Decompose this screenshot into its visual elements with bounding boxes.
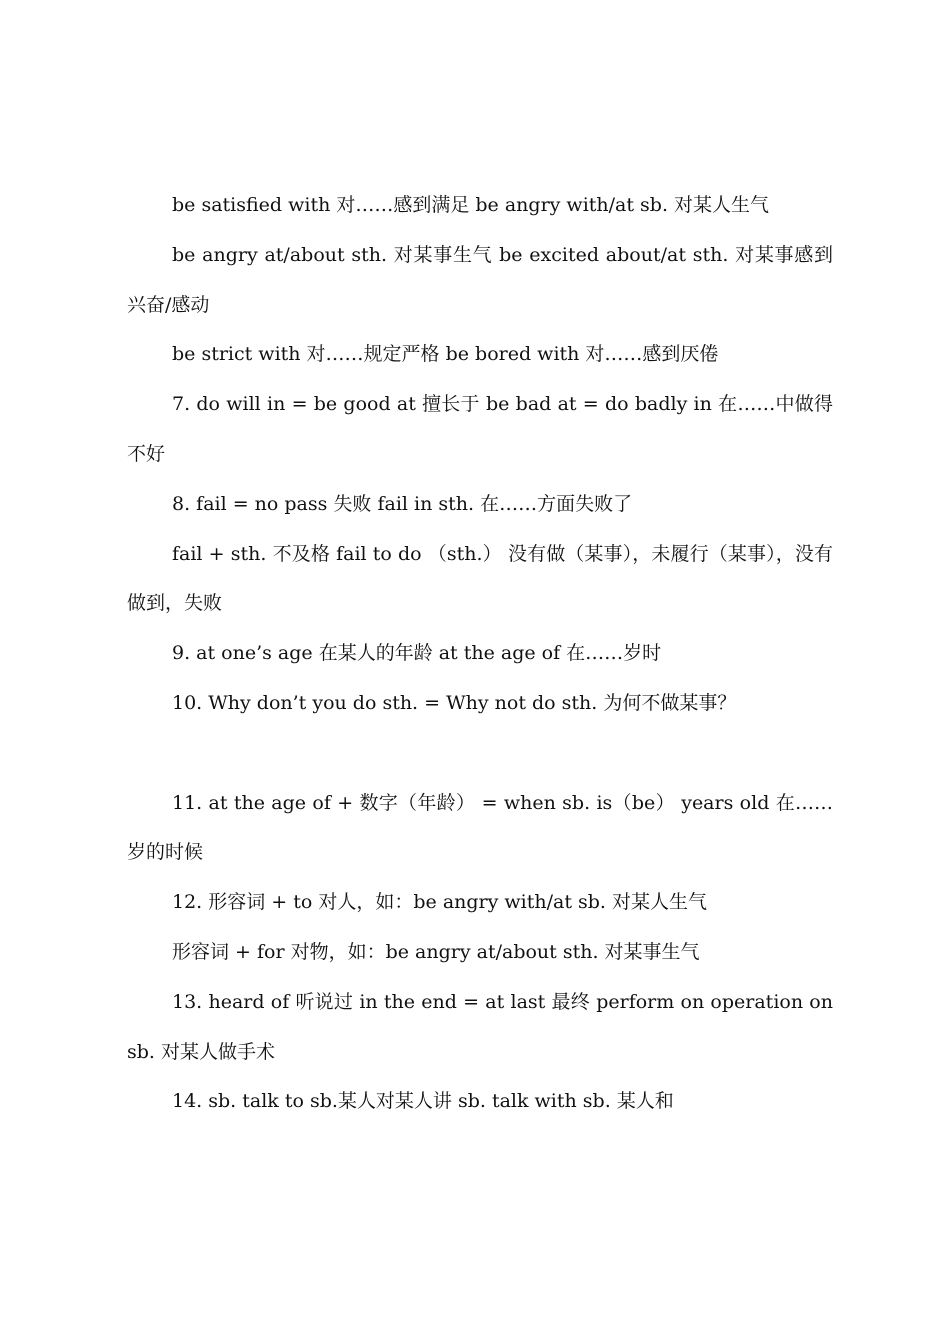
paragraph-item-13: 13. heard of 听说过 in the end = at last 最终 perform on operation on sb. 对某人做手术 <box>127 990 833 1063</box>
document-body <box>127 181 833 1127</box>
paragraph-item-7: 7. do will in = be good at 擅长于 be bad at = do badly in 在……中做得不好 <box>127 393 833 465</box>
paragraph-fail-usage: fail + sth. 不及格 fail to do （sth.） 没有做（某事），未履行（某事），没有做到，失败 <box>127 542 833 615</box>
paragraph-item-10: 10. Why don’t you do sth. = Why not do sth. 为何不做某事？ <box>172 691 737 714</box>
paragraph-angry-excited: be angry at/about sth. 对某事生气 be excited about/at sth. 对某事感到兴奋/感动 <box>127 243 833 316</box>
paragraph-satisfied-angry: be satisfied with 对……感到满足 be angry with/at sb. 对某人生气 <box>172 194 770 216</box>
paragraph-item-12: 12. 形容词 + to 对人，如：be angry with/at sb. 对某人生气 <box>172 891 708 914</box>
blank-line <box>127 729 833 779</box>
paragraph-item-8: 8. fail = no pass 失败 fail in sth. 在……方面失败了 <box>172 492 633 515</box>
paragraph-item-14: 14. sb. talk to sb.某人对某人讲 sb. talk with sb. 某人和 <box>172 1090 674 1113</box>
paragraph-item-9: 9. at one’s age 在某人的年龄 at the age of 在……岁时 <box>172 642 662 665</box>
paragraph-adjective-for: 形容词 + for 对物，如：be angry at/about sth. 对某事生气 <box>172 940 700 963</box>
paragraph-item-11: 11. at the age of + 数字（年龄） = when sb. is（be） years old 在……岁的时候 <box>127 791 833 864</box>
paragraph-strict-bored: be strict with 对……规定严格 be bored with 对……感到厌倦 <box>172 343 719 366</box>
